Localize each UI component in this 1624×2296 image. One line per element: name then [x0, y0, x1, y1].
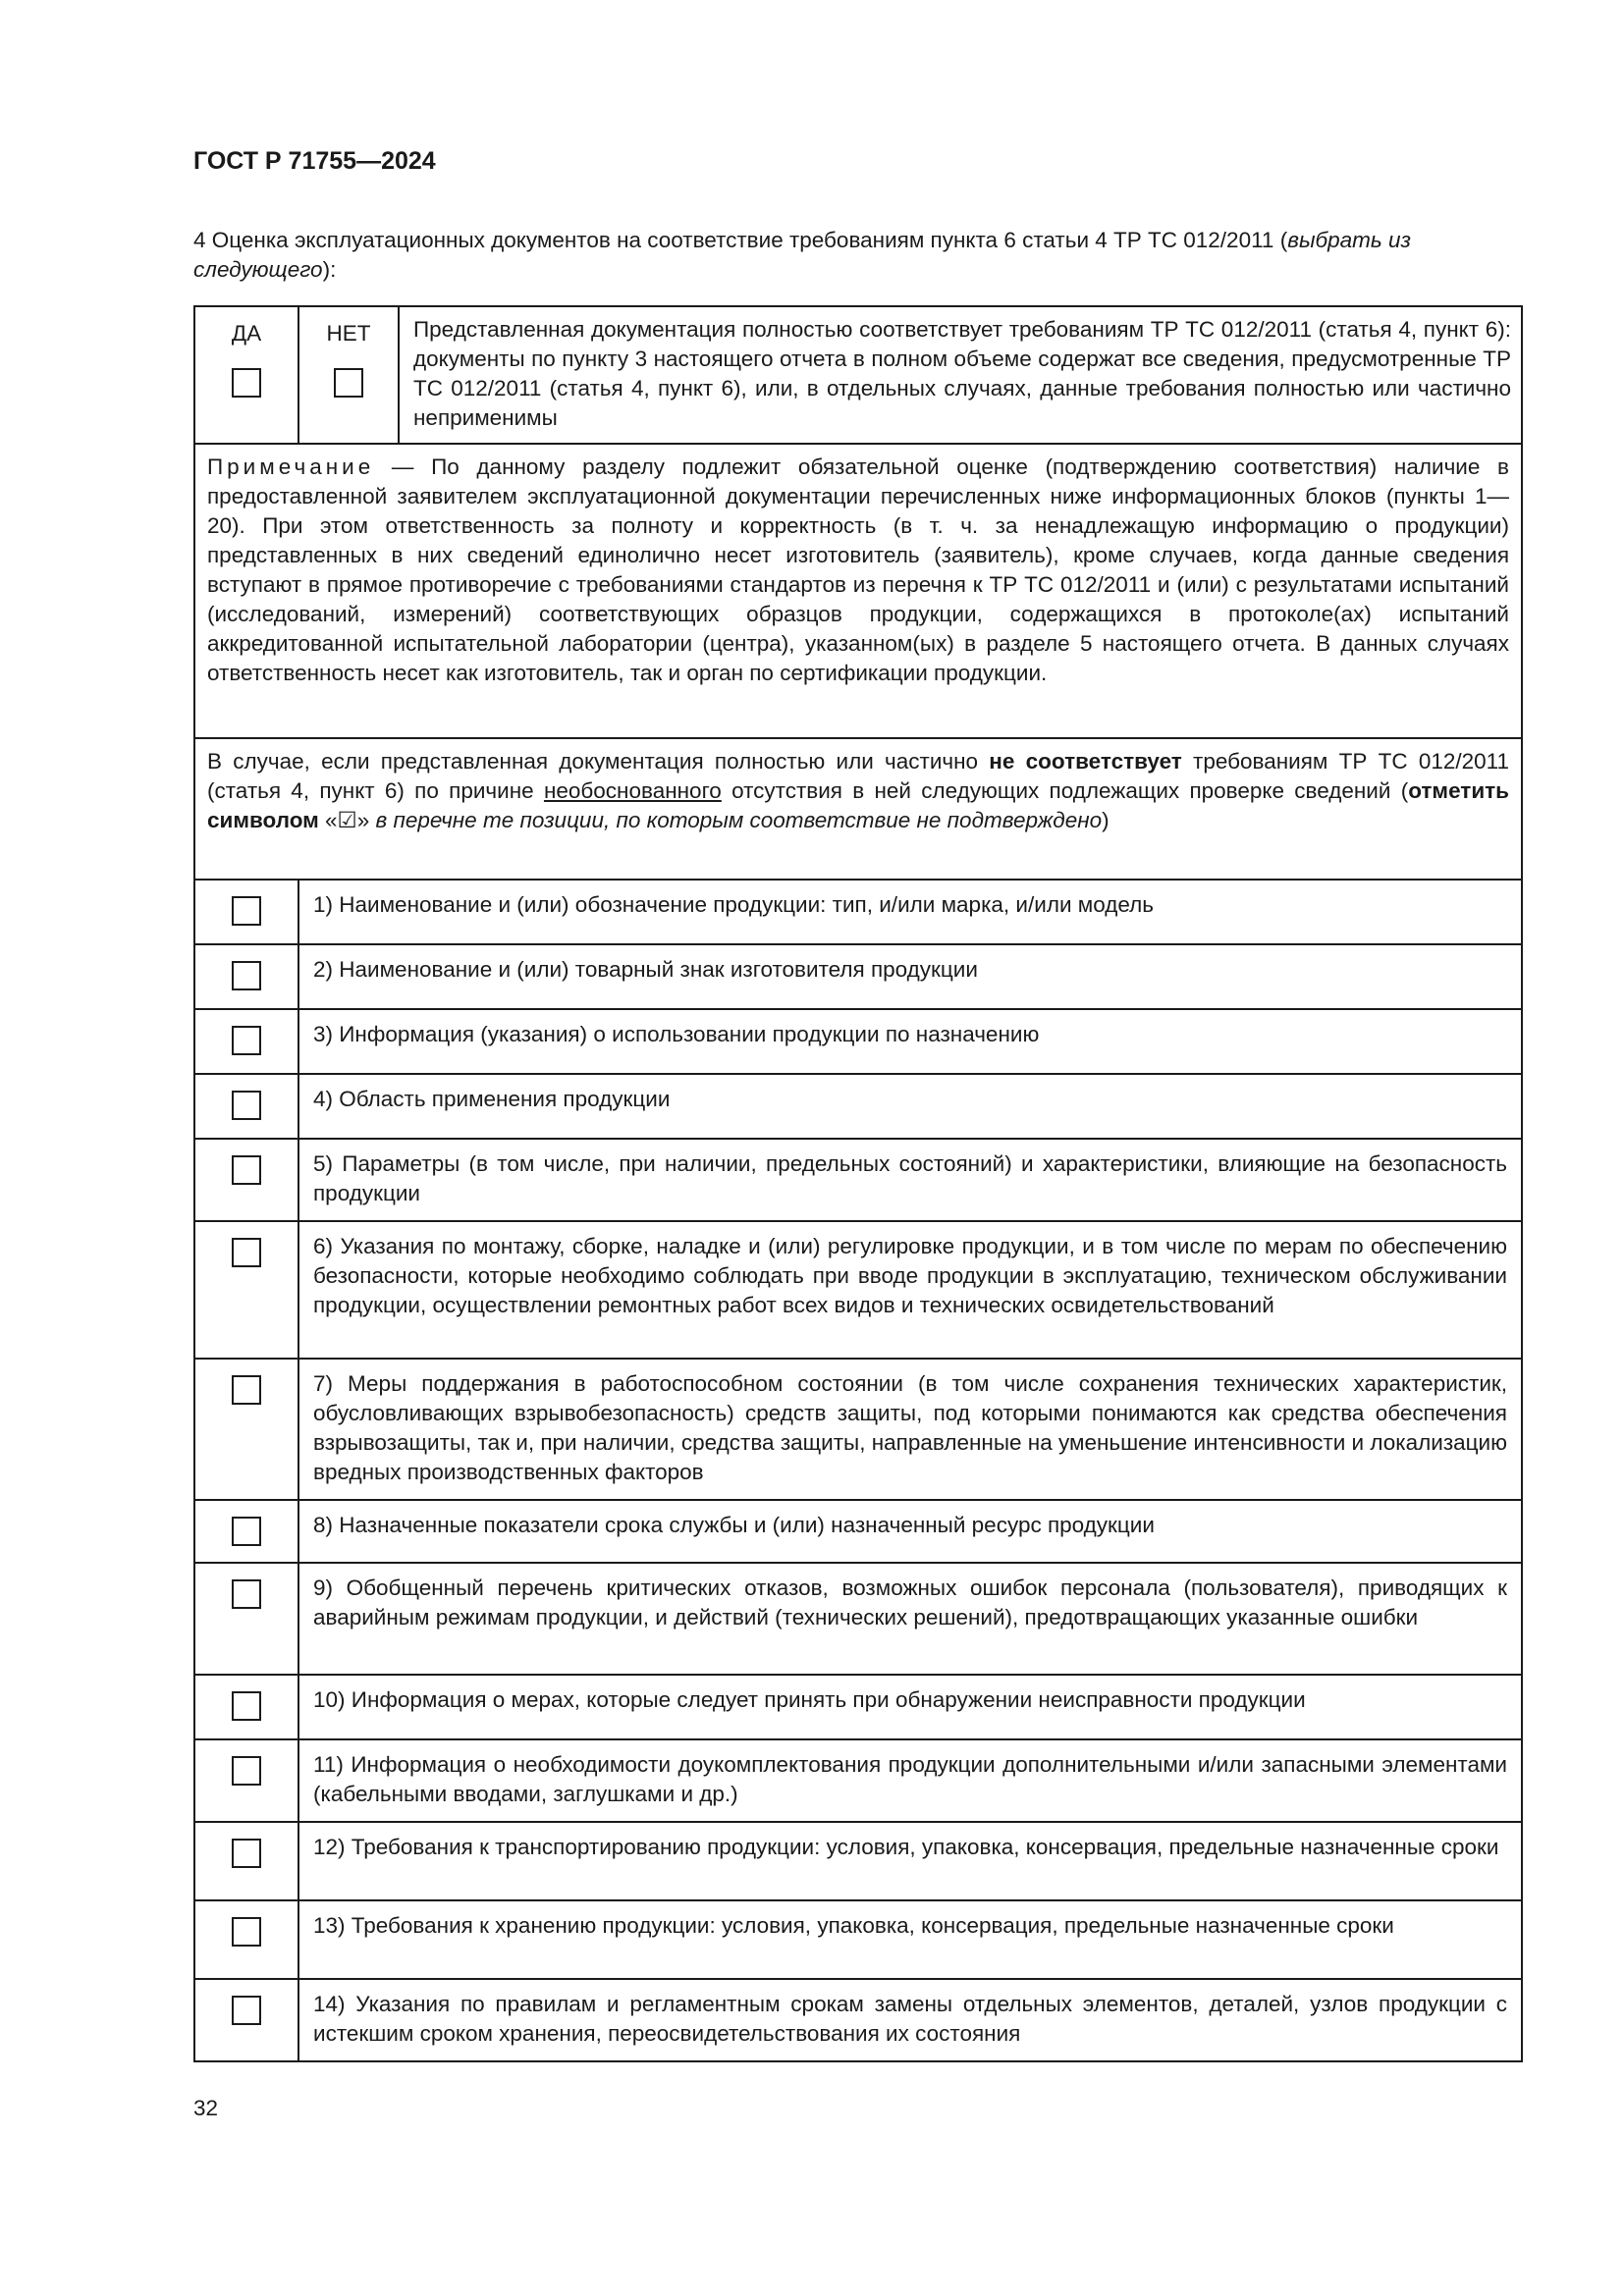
checklist-checkbox-cell [194, 1675, 298, 1739]
checklist-checkbox-cell [194, 1500, 298, 1563]
checklist-row [194, 1563, 1522, 1675]
checklist-item-text: 2) Наименование и (или) товарный знак изготовителя продукции [298, 944, 1522, 1009]
checklist-checkbox-cell [194, 1739, 298, 1822]
note-text: — По данному разделу подлежит обязательной оценке (подтверждению соответствия) наличие в предоставленной заявителем эксплуатационной документации перечисленных ниже информационных блоков (пункты 1—20). При этом ответственность за полноту и корректность (в т. ч. за ненадлежащую информацию о продукции) представленных в них сведений единолично несет изготовитель (заявитель), кроме случаев, когда данные сведения вступают в прямое противоречие с требованиями стандартов из перечня к ТР ТС 012/2011 и (или) с результатами испытаний (исследований, измерений) соответствующих образцов продукции, содержащихся в протоколе(ах) испытаний аккредитованной испытательной лаборатории (центра), указанном(ых) в разделе 5 настоящего отчета. В данных случаях ответственность несет как изготовитель, так и орган по сертификации продукции. [207, 454, 1509, 685]
checklist-checkbox-cell [194, 1359, 298, 1500]
checklist-checkbox-cell [194, 880, 298, 944]
checklist-checkbox[interactable] [232, 1691, 261, 1721]
checklist-row [194, 1822, 1522, 1900]
instruction-part4: «☑» [318, 808, 376, 832]
yes-checkbox[interactable] [232, 368, 261, 398]
checklist-checkbox-cell [194, 1900, 298, 1979]
checklist-checkbox-cell [194, 1979, 298, 2061]
checklist-checkbox-cell [194, 1009, 298, 1074]
checklist-checkbox[interactable] [232, 896, 261, 926]
checklist-checkbox-cell [194, 1563, 298, 1675]
instruction-part2: требованиям ТР ТС 012/2011 (статья 4, пункт 6) по причине [207, 749, 1510, 803]
no-cell [298, 306, 399, 444]
checklist-checkbox[interactable] [232, 1996, 261, 2025]
instruction-italic: в перечне те позиции, по которым соответствие не подтверждено [375, 808, 1103, 832]
instruction-part5: ) [1102, 808, 1110, 832]
checklist-checkbox[interactable] [232, 1238, 261, 1267]
checklist-checkbox-cell [194, 944, 298, 1009]
checklist-checkbox-cell [194, 1822, 298, 1900]
document-code: ГОСТ Р 71755—2024 [193, 147, 436, 175]
checklist-item-text: 11) Информация о необходимости доукомплектования продукции дополнительными и/или запасными элементами (кабельными вводами, заглушками и др.) [298, 1739, 1522, 1822]
checklist-item-text: 12) Требования к транспортированию продукции: условия, упаковка, консервация, предельные назначенные сроки [298, 1822, 1522, 1900]
checklist-row [194, 1009, 1522, 1074]
no-checkbox[interactable] [334, 368, 363, 398]
conformity-row [194, 306, 1522, 444]
checklist-row [194, 1900, 1522, 1979]
checklist-checkbox[interactable] [232, 1091, 261, 1120]
checklist-checkbox[interactable] [232, 1155, 261, 1185]
checklist-item-text: 7) Меры поддержания в работоспособном состоянии (в том числе сохранения технических характеристик, обусловливающих взрывобезопасность) средств защиты, под которыми понимаются как средства обеспечения взрывозащиты, так и, при наличии, средства защиты, направленные на уменьшение интенсивности и локализацию вредных производственных факторов [298, 1359, 1522, 1500]
checklist-item-text: 13) Требования к хранению продукции: условия, упаковка, консервация, предельные назначенные сроки [298, 1900, 1522, 1979]
checklist-checkbox-cell [194, 1074, 298, 1139]
checklist-checkbox[interactable] [232, 1756, 261, 1786]
checklist-checkbox[interactable] [232, 1026, 261, 1055]
no-label: НЕТ [326, 321, 371, 346]
checklist-item-text: 8) Назначенные показатели срока службы и (или) назначенный ресурс продукции [298, 1500, 1522, 1563]
checklist-checkbox[interactable] [232, 1375, 261, 1405]
checklist-row [194, 1074, 1522, 1139]
instruction-bold1: не соответствует [989, 749, 1182, 774]
checklist-checkbox[interactable] [232, 1517, 261, 1546]
checklist-item-text: 5) Параметры (в том числе, при наличии, предельных состояний) и характеристики, влияющие на безопасность продукции [298, 1139, 1522, 1221]
checklist-row [194, 1500, 1522, 1563]
checklist-row [194, 944, 1522, 1009]
instruction-row [194, 738, 1522, 880]
assessment-table-body [194, 306, 1522, 2061]
checklist-row [194, 1675, 1522, 1739]
checklist-row [194, 1139, 1522, 1221]
conformity-statement: Представленная документация полностью соответствует требованиям ТР ТС 012/2011 (статья 4, пункт 6): документы по пункту 3 настоящего отчета в полном объеме содержат все сведения, предусмотренные ТР ТС 012/2011 (статья 4, пункт 6), или, в отдельных случаях, данные требования полностью или частично неприменимы [399, 306, 1522, 444]
note-cell [194, 444, 1522, 738]
checklist-item-text: 4) Область применения продукции [298, 1074, 1522, 1139]
yes-cell [194, 306, 298, 444]
checklist-row [194, 1739, 1522, 1822]
checklist-row [194, 1221, 1522, 1359]
intro-suffix: ): [322, 257, 337, 282]
note-row [194, 444, 1522, 738]
assessment-table [193, 305, 1523, 2062]
checklist-row [194, 880, 1522, 944]
checklist-checkbox-cell [194, 1139, 298, 1221]
checklist-item-text: 6) Указания по монтажу, сборке, наладке и (или) регулировке продукции, и в том числе по мерам по обеспечению безопасности, которые необходимо соблюдать при вводе продукции в эксплуатацию, техническом обслуживании продукции, осуществлении ремонтных работ всех видов и технических освидетельствований [298, 1221, 1522, 1359]
yes-label: ДА [231, 321, 262, 346]
intro-emphasis: выбрать из следующего [193, 228, 1411, 282]
instruction-cell [194, 738, 1522, 880]
checklist-item-text: 14) Указания по правилам и регламентным срокам замены отдельных элементов, деталей, узлов продукции с истекшим сроком хранения, переосвидетельствования их состояния [298, 1979, 1522, 2061]
checklist-checkbox[interactable] [232, 1579, 261, 1609]
checklist-item-text: 9) Обобщенный перечень критических отказов, возможных ошибок персонала (пользователя), приводящих к аварийным режимам продукции, и действий (технических решений), предотвращающих указанные ошибки [298, 1563, 1522, 1675]
instruction-underlined: необоснованного [543, 778, 722, 803]
checklist-item-text: 1) Наименование и (или) обозначение продукции: тип, и/или марка, и/или модель [298, 880, 1522, 944]
checklist-item-text: 10) Информация о мерах, которые следует принять при обнаружении неисправности продукции [298, 1675, 1522, 1739]
note-label: Примечание [207, 454, 375, 479]
checklist-row [194, 1359, 1522, 1500]
intro-text: 4 Оценка эксплуатационных документов на соответствие требованиям пункта 6 статьи 4 ТР ТС 012/2011 ( [193, 228, 1288, 252]
checklist-checkbox[interactable] [232, 1839, 261, 1868]
page-number: 32 [193, 2096, 219, 2120]
checklist-checkbox[interactable] [232, 1917, 261, 1947]
instruction-part1: В случае, если представленная документация полностью или частично [207, 749, 990, 774]
checklist-checkbox[interactable] [232, 961, 261, 990]
checklist-row [194, 1979, 1522, 2061]
instruction-bold2: отметить символом [207, 778, 1510, 832]
checklist-item-text: 3) Информация (указания) о использовании продукции по назначению [298, 1009, 1522, 1074]
section-intro [193, 226, 1509, 285]
instruction-part3: отсутствия в ней следующих подлежащих проверке сведений ( [721, 778, 1409, 803]
checklist-checkbox-cell [194, 1221, 298, 1359]
